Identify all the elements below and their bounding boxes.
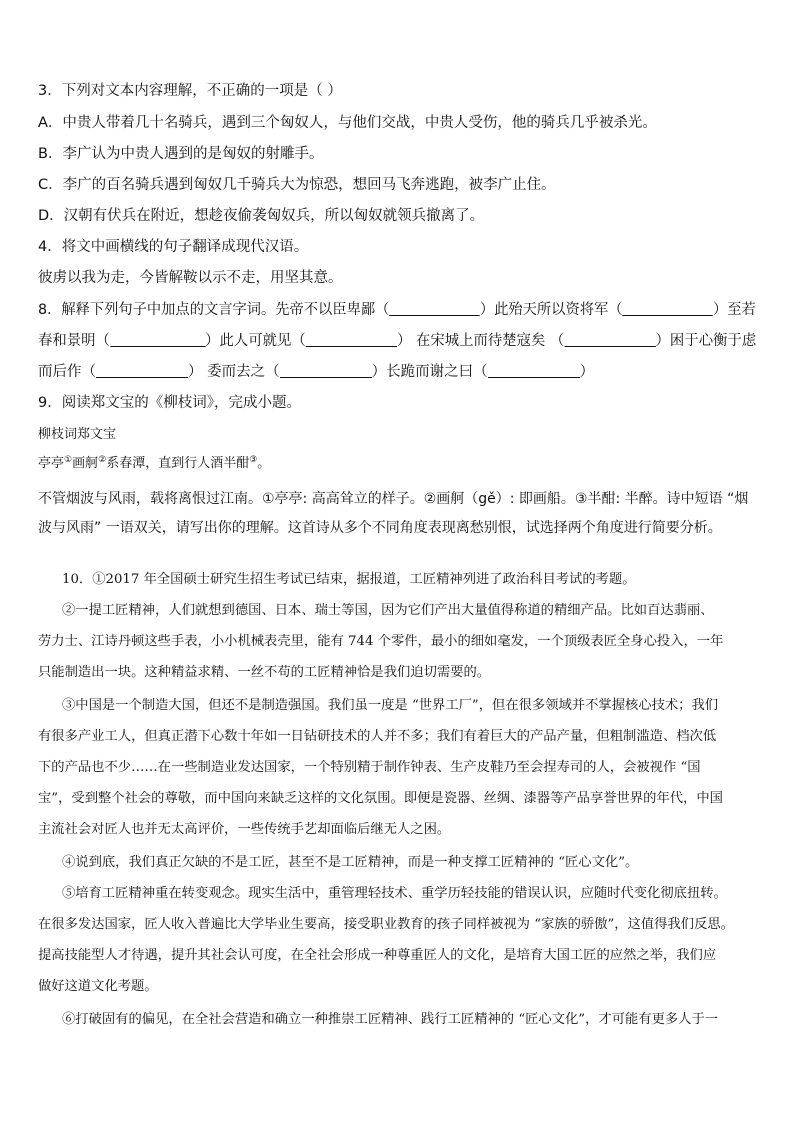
passage-line: ③中国是一个制造大国，但还不是制造强国。我们虽一度是 “世界工厂”，但在很多领域并不掌握核心技术；我们 xyxy=(62,698,719,713)
passage-line: 只能制造出一块。这种精益求精、一丝不苟的工匠精神恰是我们迫切需要的。 xyxy=(38,665,491,680)
poem-notes-line-2: 波与风雨” 一语双关，请写出你的理解。这首诗从多个不同角度表现离愁别恨，试选择两个角度进行简要分析。 xyxy=(38,520,722,536)
answer-blank[interactable] xyxy=(306,332,397,347)
q3-option-b: B．李广认为中贵人遇到的是匈奴的射雕手。 xyxy=(38,146,324,162)
answer-blank[interactable] xyxy=(622,301,712,316)
poem-notes-line-1: 不管烟波与风雨，载将离恨过江南。①亭亭: 高高耸立的样子。②画舸（gě）: 即画船。③半酣: 半醉。诗中短语 “烟 xyxy=(38,491,749,507)
passage-line: 主流社会对匠人也并无太高评价，一些传统手艺却面临后继无人之困。 xyxy=(38,822,451,837)
answer-blank[interactable] xyxy=(488,363,580,378)
answer-blank[interactable] xyxy=(110,332,205,347)
passage-line: 宝”，受到整个社会的尊敬，而中国向来缺乏这样的文化氛围。即便是瓷器、丝绸、漆器等产品享誉世界的年代，中国 xyxy=(38,791,723,806)
poem-line-1: 亭亭①画舸②系春潭，直到行人酒半酣③。 xyxy=(38,455,271,471)
answer-blank[interactable] xyxy=(389,301,479,316)
q3-option-a: A．中贵人带着几十名骑兵，遇到三个匈奴人，与他们交战，中贵人受伤，他的骑兵几乎被杀光。 xyxy=(38,115,657,131)
q8-line-1: 8．解释下列句子中加点的文言字词。先帝不以臣卑鄙（ ）此殆天所以资将军（ ）至若 xyxy=(38,302,756,318)
q3-option-c: C．李广的百名骑兵遇到匈奴几千骑兵大为惊恐，想回马飞奔逃跑，被李广止住。 xyxy=(38,177,556,193)
answer-blank[interactable] xyxy=(96,363,188,378)
passage-line: 劳力士、江诗丹顿这些手表，小小机械表壳里，能有 744 个零件，最小的细如毫发，一个顶级表匠全身心投入，一年 xyxy=(38,634,724,649)
q3-stem: 3．下列对文本内容理解，不正确的一项是（ ） xyxy=(38,83,342,99)
answer-blank[interactable] xyxy=(280,363,372,378)
q4-stem: 4．将文中画横线的句子翻译成现代汉语。 xyxy=(38,239,309,255)
q8-line-2: 春和景明（ ）此人可就见（ ） 在宋城上而待楚寇矣 （ ）困于心衡于虑 xyxy=(38,333,756,349)
q4-sentence: 彼虏以我为走，今皆解鞍以示不走，用坚其意。 xyxy=(38,270,343,286)
passage-line: ⑤培育工匠精神重在转变观念。现实生活中，重管理轻技术、重学历轻技能的错误认识，应随时代变化彻底扭转。 xyxy=(62,886,727,901)
passage-line: 提高技能型人才待遇，提升其社会认可度，在全社会形成一种尊重匠人的文化，是培育大国工匠的应然之举，我们应 xyxy=(38,948,717,963)
passage-line: ②一提工匠精神，人们就想到德国、日本、瑞士等国，因为它们产出大量值得称道的精细产品。比如百达翡丽、 xyxy=(62,603,714,618)
passage-line: 10．①2017 年全国硕士研究生招生考试已结束，据报道，工匠精神列进了政治科目考试的考题。 xyxy=(62,572,636,587)
passage-line: ⑥打破固有的偏见，在全社会营造和确立一种推崇工匠精神、践行工匠精神的 “匠心文化”，才可能有更多人于一 xyxy=(62,1012,719,1027)
passage-line: ④说到底，我们真正欠缺的不是工匠，甚至不是工匠精神，而是一种支撑工匠精神的 “匠心文化”。 xyxy=(62,855,639,870)
passage-line: 做好这道文化考题。 xyxy=(38,979,158,994)
poem-title: 柳枝词郑文宝 xyxy=(38,427,117,442)
footnote-marker: ② xyxy=(98,455,107,465)
passage-line: 在很多发达国家，匠人收入普遍比大学毕业生要高，接受职业教育的孩子同样被视为 “家族的骄傲”，这值得我们反思。 xyxy=(38,917,734,932)
passage-line: 有很多产业工人，但真正潜下心数十年如一日钻研技术的人并不多；我们有着巨大的产品产量，但粗制滥造、档次低 xyxy=(38,729,717,744)
q9-stem: 9．阅读郑文宝的《柳枝词》，完成小题。 xyxy=(38,395,301,411)
footnote-marker: ③ xyxy=(249,455,258,465)
footnote-marker: ① xyxy=(64,455,73,465)
passage-line: 下的产品也不少……在一些制造业发达国家，一个特别精于制作钟表、生产皮鞋乃至会捏寿司的人，会被视作 “国 xyxy=(38,760,701,775)
answer-blank[interactable] xyxy=(564,332,655,347)
q8-line-3: 而后作（ ） 委而去之（ ）长跪而谢之曰（ ） xyxy=(38,364,595,380)
q3-option-d: D．汉朝有伏兵在附近，想趁夜偷袭匈奴兵，所以匈奴就领兵撤离了。 xyxy=(38,208,485,224)
